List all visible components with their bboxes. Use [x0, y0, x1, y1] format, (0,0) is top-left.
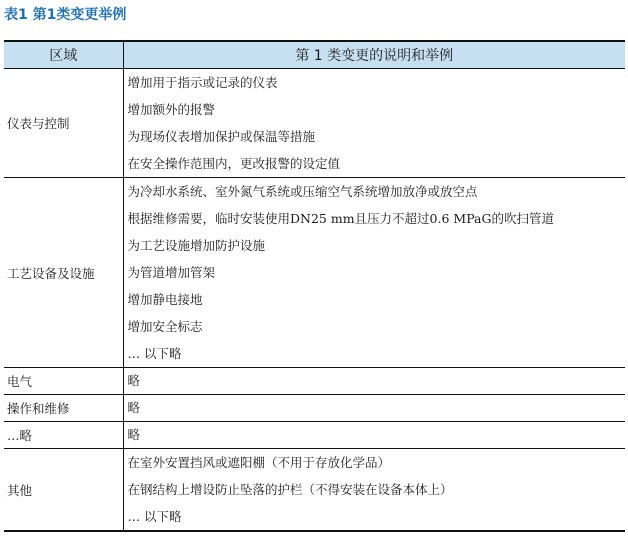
- area-cell: 仪表与控制: [4, 69, 123, 178]
- table-row: [4, 368, 625, 395]
- items-cell: [123, 449, 625, 532]
- table-row: [4, 69, 625, 178]
- list-item: 增加用于指示或记录的仪表: [127, 75, 278, 90]
- items-cell: [123, 395, 625, 422]
- list-item: 在安全操作范围内，更改报警的设定值: [127, 156, 341, 171]
- area-cell: 电气: [4, 368, 123, 395]
- list-item: 在钢结构上增设防止坠落的护栏（不得安装在设备本体上）: [127, 482, 453, 497]
- list-item: 略: [127, 427, 141, 442]
- list-item: 增加静电接地: [127, 292, 203, 307]
- area-cell: 其他: [4, 449, 123, 532]
- items-cell: [123, 69, 625, 178]
- items-cell: [123, 422, 625, 449]
- list-item: 在室外安置挡风或遮阳棚（不用于存放化学品）: [127, 455, 391, 470]
- list-item: 为现场仪表增加保护或保温等措施: [127, 129, 316, 144]
- header-row: [4, 41, 625, 69]
- table-row: [4, 395, 625, 422]
- list-item: 为冷却水系统、室外氮气系统或压缩空气系统增加放净或放空点: [127, 184, 478, 199]
- area-cell: …略: [4, 422, 123, 449]
- table-row: [4, 449, 625, 532]
- list-item: 略: [127, 400, 141, 415]
- list-item: 增加额外的报警: [127, 102, 216, 117]
- area-cell: 工艺设备及设施: [4, 178, 123, 368]
- change-examples-table: [4, 40, 625, 532]
- items-cell: [123, 368, 625, 395]
- header-area: 区域: [4, 41, 123, 69]
- list-item: 根据维修需要，临时安装使用DN25 mm且压力不超过0.6 MPaG的吹扫管道: [127, 211, 554, 226]
- list-item: 略: [127, 373, 141, 388]
- header-description: 第 1 类变更的说明和举例: [123, 41, 625, 69]
- list-item: 为工艺设施增加防护设施: [127, 238, 266, 253]
- list-item: … 以下略: [127, 509, 182, 524]
- list-item: … 以下略: [127, 346, 182, 361]
- items-cell: [123, 178, 625, 368]
- table-row: [4, 422, 625, 449]
- list-item: 为管道增加管架: [127, 265, 216, 280]
- table-row: [4, 178, 625, 368]
- area-cell: 操作和维修: [4, 395, 123, 422]
- table-caption: 表1 第1类变更举例: [4, 7, 127, 23]
- list-item: 增加安全标志: [127, 319, 203, 334]
